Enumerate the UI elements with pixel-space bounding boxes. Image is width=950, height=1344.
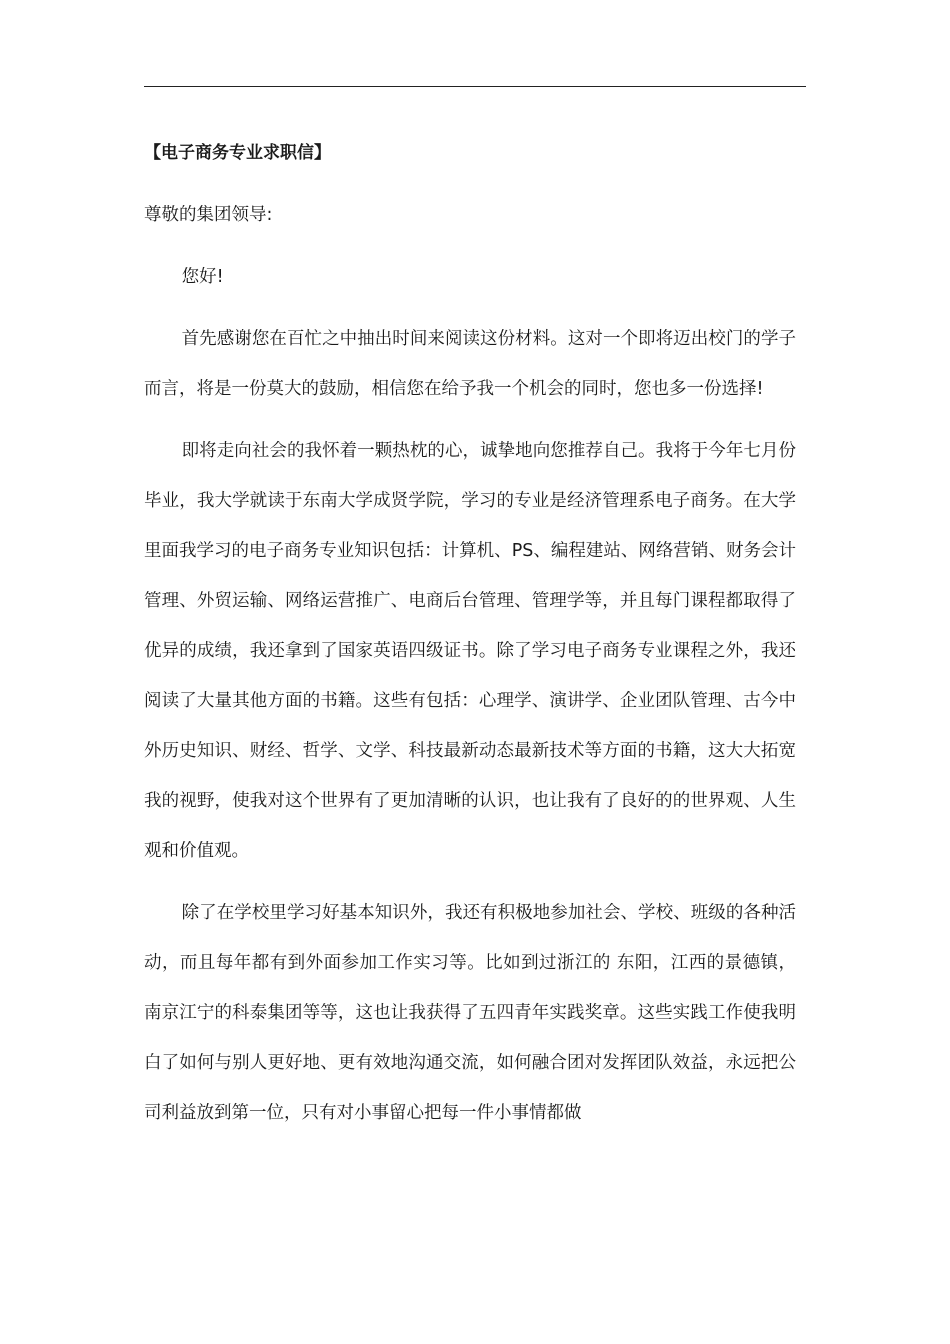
letter-paragraph: 除了在学校里学习好基本知识外，我还有积极地参加社会、学校、班级的各种活动，而且每年都有到外面参加工作实习等。比如到过浙江的 东阳，江西的景德镇，南京江宁的科泰集团等等，这也让我获得了五四青年实践奖章。这些实践工作使我明白了如何与别人更好地、更有效地沟通交流，如何融合团对发挥团队效益，永远把公司利益放到第一位，只有对小事留心把每一件小事情都做 xyxy=(144,903,796,1123)
letter-body xyxy=(144,128,796,1150)
letter-paragraph: 即将走向社会的我怀着一颗热枕的心，诚挚地向您推荐自己。我将于今年七月份毕业，我大学就读于东南大学成贤学院，学习的专业是经济管理系电子商务。在大学里面我学习的电子商务专业知识包括：计算机、PS、编程建站、网络营销、财务会计管理、外贸运输、网络运营推广、电商后台管理、管理学等，并且每门课程都取得了优异的成绩，我还拿到了国家英语四级证书。除了学习电子商务专业课程之外，我还阅读了大量其他方面的书籍。这些有包括：心理学、演讲学、企业团队管理、古今中外历史知识、财经、哲学、文学、科技最新动态最新技术等方面的书籍，这大大拓宽我的视野，使我对这个世界有了更加清晰的认识，也让我有了良好的的世界观、人生观和价值观。 xyxy=(144,441,796,861)
letter-title: 【电子商务专业求职信】 xyxy=(144,143,331,163)
letter-salutation: 尊敬的集团领导: xyxy=(144,205,273,225)
letter-greeting: 您好! xyxy=(181,267,224,287)
letter-paragraph: 首先感谢您在百忙之中抽出时间来阅读这份材料。这对一个即将迈出校门的学子而言，将是一份莫大的鼓励，相信您在给予我一个机会的同时，您也多一份选择! xyxy=(144,329,796,399)
header-divider xyxy=(144,86,806,87)
